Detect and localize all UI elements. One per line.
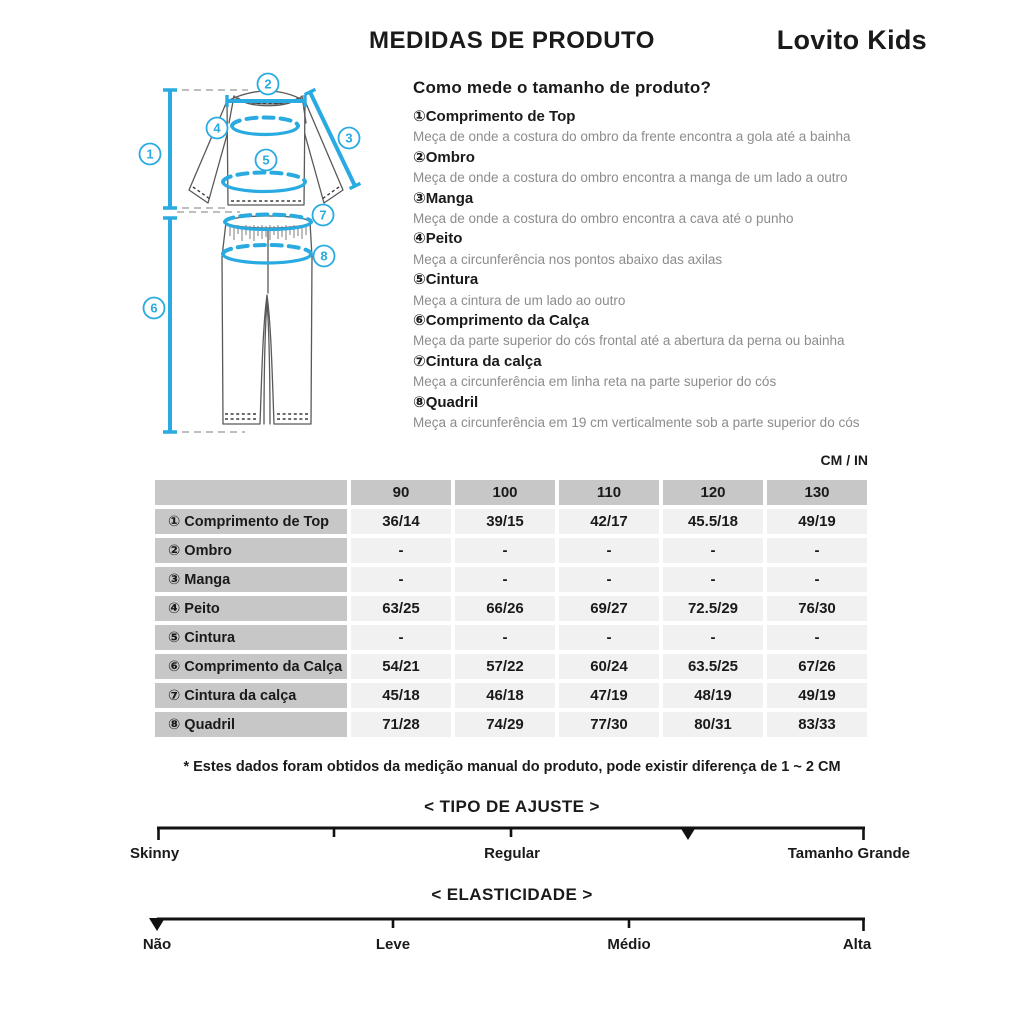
callout-4 — [207, 118, 228, 139]
measurement-label-cell: ⑧ Quadril — [155, 712, 347, 737]
guide-item-description: Meça da parte superior do cós frontal até a abertura da perna ou bainha — [413, 333, 845, 349]
measurement-value-cell: - — [767, 567, 867, 592]
elasticity-label-medio: Médio — [607, 936, 651, 953]
measurement-value-cell: - — [767, 625, 867, 650]
measurement-value-cell: - — [663, 625, 763, 650]
measurement-value-cell: 63/25 — [351, 596, 451, 621]
measurement-disclaimer: * Estes dados foram obtidos da medição manual do produto, pode existir diferença de 1 ~ 2 CM — [183, 759, 841, 775]
measurement-value-cell: - — [559, 625, 659, 650]
measurement-label-cell: ④ Peito — [155, 596, 347, 621]
callout-3 — [339, 128, 360, 149]
measurement-value-cell: 36/14 — [351, 509, 451, 534]
size-table-header-row — [155, 480, 867, 505]
guide-item-description: Meça a circunferência nos pontos abaixo das axilas — [413, 251, 723, 267]
measurement-value-cell: - — [767, 538, 867, 563]
elasticity-label-alta: Alta — [842, 936, 872, 953]
measurement-value-cell: 83/33 — [767, 712, 867, 737]
guide-item-description: Meça de onde a costura do ombro da frente encontra a gola até a bainha — [413, 129, 851, 145]
measurement-value-cell: 45.5/18 — [663, 509, 763, 534]
size-table-corner-cell — [155, 480, 347, 505]
size-table-body — [155, 509, 867, 737]
fit-scale — [140, 821, 884, 847]
svg-text:5: 5 — [262, 152, 270, 168]
size-column-header: 90 — [351, 480, 451, 505]
page-title: MEDIDAS DE PRODUTO — [369, 27, 655, 54]
measurement-value-cell: 47/19 — [559, 683, 659, 708]
measurement-value-cell: 71/28 — [351, 712, 451, 737]
measurement-value-cell: 74/29 — [455, 712, 555, 737]
size-table-row — [155, 509, 867, 534]
elasticity-label-nao: Não — [142, 936, 172, 953]
measurement-value-cell: 60/24 — [559, 654, 659, 679]
callout-5 — [256, 150, 277, 171]
measurement-value-cell: 76/30 — [767, 596, 867, 621]
callout-8 — [314, 246, 335, 267]
measurement-value-cell: - — [663, 567, 763, 592]
guide-item-label: ②Ombro — [413, 148, 475, 166]
measurement-value-cell: 69/27 — [559, 596, 659, 621]
measurement-value-cell: 77/30 — [559, 712, 659, 737]
guide-heading: Como mede o tamanho de produto? — [413, 78, 712, 97]
measurement-value-cell: 67/26 — [767, 654, 867, 679]
measure-guide-list — [413, 107, 913, 434]
svg-text:6: 6 — [150, 300, 158, 316]
elasticity-scale-labels — [0, 936, 1024, 956]
measurement-value-cell: 46/18 — [455, 683, 555, 708]
measurement-value-cell: 57/22 — [455, 654, 555, 679]
guide-item-label: ⑤Cintura — [413, 271, 479, 289]
guide-item-label: ⑥Comprimento da Calça — [413, 312, 590, 330]
measurement-value-cell: 49/19 — [767, 683, 867, 708]
size-column-header: 130 — [767, 480, 867, 505]
svg-text:7: 7 — [319, 207, 327, 223]
measurement-value-cell: 66/26 — [455, 596, 555, 621]
elasticity-marker-icon — [149, 918, 165, 931]
fit-label-regular: Regular — [484, 845, 540, 862]
measurement-label-cell: ⑥ Comprimento da Calça — [155, 654, 347, 679]
elasticity-label-leve: Leve — [375, 936, 411, 953]
size-table-row — [155, 625, 867, 650]
fit-label-large: Tamanho Grande — [787, 845, 910, 862]
svg-text:4: 4 — [213, 120, 221, 136]
measurement-label-cell: ② Ombro — [155, 538, 347, 563]
guide-item-description: Meça de onde a costura do ombro encontra a manga de um lado a outro — [413, 170, 848, 186]
guide-item-label: ⑦Cintura da calça — [413, 352, 542, 370]
guide-item-label: ③Manga — [413, 189, 474, 207]
guide-item-label: ①Comprimento de Top — [413, 108, 576, 125]
size-table-row — [155, 654, 867, 679]
measurement-value-cell: - — [559, 567, 659, 592]
measurement-value-cell: - — [351, 538, 451, 563]
measure-guide — [413, 78, 913, 434]
measurement-value-cell: - — [351, 567, 451, 592]
svg-text:2: 2 — [264, 76, 272, 92]
measurement-value-cell: - — [351, 625, 451, 650]
size-table-row — [155, 567, 867, 592]
callout-2 — [258, 74, 279, 95]
elasticity-scale — [140, 912, 884, 938]
measurement-label-cell: ③ Manga — [155, 567, 347, 592]
measurement-value-cell: 63.5/25 — [663, 654, 763, 679]
callout-6 — [144, 298, 165, 319]
garment-diagram — [133, 72, 393, 442]
size-table-row — [155, 712, 867, 737]
guide-item-label: ④Peito — [413, 230, 463, 248]
measurement-value-cell: 80/31 — [663, 712, 763, 737]
measurement-value-cell: - — [663, 538, 763, 563]
guide-item-label: ⑧Quadril — [413, 393, 479, 411]
measurement-value-cell: 48/19 — [663, 683, 763, 708]
measurement-value-cell: 39/15 — [455, 509, 555, 534]
measurement-value-cell: 45/18 — [351, 683, 451, 708]
size-table-row — [155, 538, 867, 563]
svg-text:3: 3 — [345, 130, 353, 146]
elasticity-scale-heading: < ELASTICIDADE > — [431, 885, 593, 904]
size-table-row — [155, 596, 867, 621]
fit-scale-heading: < TIPO DE AJUSTE > — [424, 797, 600, 816]
measurement-value-cell: 42/17 — [559, 509, 659, 534]
measurement-value-cell: - — [559, 538, 659, 563]
measurement-label-cell: ⑦ Cintura da calça — [155, 683, 347, 708]
measurement-label-cell: ⑤ Cintura — [155, 625, 347, 650]
guide-item-description: Meça de onde a costura do ombro encontra a cava até o punho — [413, 211, 794, 227]
callout-1 — [140, 144, 161, 165]
measurement-value-cell: 72.5/29 — [663, 596, 763, 621]
brand-logo: Lovito Kids — [776, 25, 927, 55]
measurement-value-cell: - — [455, 625, 555, 650]
svg-text:8: 8 — [320, 248, 328, 264]
fit-label-skinny: Skinny — [130, 845, 180, 862]
size-column-header: 100 — [455, 480, 555, 505]
unit-label: CM / IN — [820, 452, 868, 468]
guide-item-description: Meça a circunferência em 19 cm verticalmente sob a parte superior do cós — [413, 415, 860, 431]
svg-text:1: 1 — [146, 146, 154, 162]
measurement-value-cell: - — [455, 538, 555, 563]
size-table — [151, 476, 871, 741]
fit-marker-icon — [680, 827, 696, 840]
guide-item-description: Meça a circunferência em linha reta na parte superior do cós — [413, 374, 777, 390]
size-table-row — [155, 683, 867, 708]
guide-item-description: Meça a cintura de um lado ao outro — [413, 292, 626, 308]
measurement-value-cell: - — [455, 567, 555, 592]
measurement-value-cell: 54/21 — [351, 654, 451, 679]
measurement-value-cell: 49/19 — [767, 509, 867, 534]
size-column-header: 110 — [559, 480, 659, 505]
measurement-label-cell: ① Comprimento de Top — [155, 509, 347, 534]
size-column-header: 120 — [663, 480, 763, 505]
callout-7 — [313, 205, 334, 226]
fit-scale-labels — [0, 845, 1024, 865]
